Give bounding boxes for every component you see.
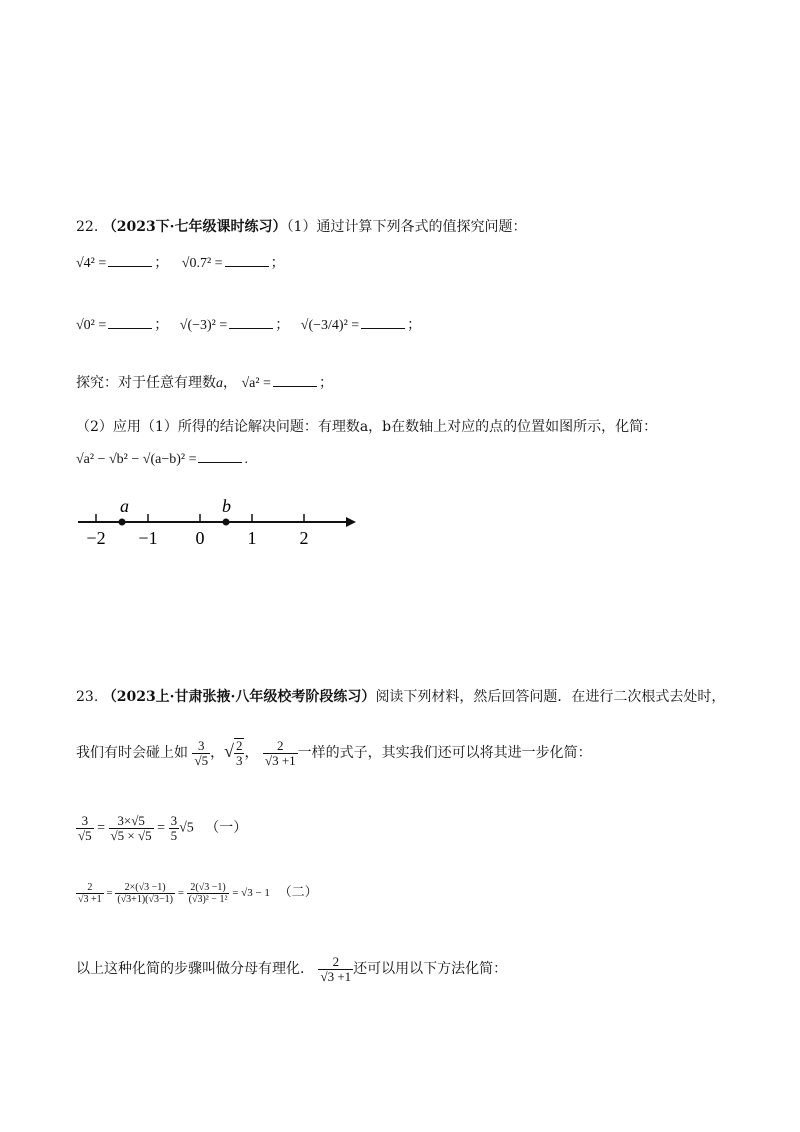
q22-explore [76, 374, 333, 393]
part2-expr: √a² − √b² − √(a−b)² = [76, 452, 197, 467]
comma: ， [244, 745, 259, 761]
tick-label: −2 [86, 528, 106, 548]
fraction-2-over-sqrt3-plus-1: $\frac{2}{√3 +1}$ [264, 737, 296, 768]
last-line-text: 以上这种化简的步骤叫做分母有理化． [76, 961, 314, 977]
q22-header [76, 218, 526, 236]
q22-row2-expr3: √(−3/4)² = [300, 318, 360, 333]
explore-expr: √a² = [241, 376, 271, 391]
line2-prefix: 我们有时会碰上如 [76, 745, 188, 761]
comma: ， [210, 745, 225, 761]
line2-suffix: 一样的式子，其实我们还可以将其进一步化简： [297, 745, 592, 761]
answer-blank[interactable] [108, 256, 152, 267]
q22-row2-expr2: √(−3)² = [179, 318, 228, 333]
answer-blank[interactable] [229, 318, 273, 329]
q23-number: 23. [76, 689, 99, 705]
q23-intro: 阅读下列材料，然后回答问题．在进行二次根式去处时， [375, 689, 726, 705]
q22-row1-expr1: √4² = [76, 256, 107, 271]
separator: ； [275, 318, 290, 333]
q22-intro: （1）通过计算下列各式的值探究问题： [286, 219, 527, 235]
q23-last-line [76, 954, 507, 984]
q22-row1 [76, 252, 285, 272]
tick-label: 0 [195, 528, 205, 548]
q22-part2: （2）应用（1）所得的结论解决问题：有理数a，b在数轴上对应的点的位置如图所示，化简： [76, 419, 658, 435]
separator: ； [318, 375, 333, 391]
explore-prefix: 探究：对于任意有理数 [76, 375, 216, 391]
tick-label: 2 [299, 528, 309, 548]
answer-blank[interactable] [273, 376, 317, 387]
q22-row1-expr2: √0.7² = [181, 256, 223, 271]
equation-2: $\frac{2}{√3 +1}$ = $\frac{2\times(√3 -1)}{(√3+1)(√3-1)}$ = $\frac{2(√3 -1)}{\text{(√3)² − 1²}}$ = √3 − 1 （二） [78, 882, 318, 905]
answer-blank[interactable] [108, 318, 152, 329]
comma: ， [223, 375, 237, 391]
tick-label: −1 [138, 528, 158, 548]
last-line-suffix: 还可以用以下方法化简： [353, 961, 508, 977]
q23-header [76, 688, 725, 706]
tick-label: 1 [247, 528, 257, 548]
point-a-label: a [120, 496, 129, 516]
q22-row2 [76, 314, 421, 334]
fraction-3-over-sqrt5: $\frac{3}{√5}$ [194, 737, 209, 768]
fraction-2-over-sqrt3-plus-1: $\frac{2}{√3 +1}$ [320, 953, 352, 984]
separator: ； [270, 256, 285, 271]
period: . [244, 452, 248, 467]
separator: ； [154, 318, 169, 333]
q22-part2-expr [76, 452, 248, 468]
point-a [119, 519, 126, 526]
fraction-2-over-3: $\frac{2}{3}$ [235, 738, 243, 768]
equation-1: $\frac{3}{√5}$ = $\frac{3\times√5}{√5 \times √5}$ = $\frac{3}{5}$ √5 （一） [78, 813, 248, 843]
q23-source: （2023上·甘肃张掖·八年级校考阶段练习） [102, 689, 376, 705]
answer-blank[interactable] [361, 318, 405, 329]
answer-blank[interactable] [225, 256, 269, 267]
q22-source: （2023下·七年级课时练习） [102, 219, 287, 235]
point-b [223, 519, 230, 526]
answer-blank[interactable] [198, 452, 242, 463]
q22-number: 22. [76, 219, 99, 235]
explore-var: a [216, 376, 223, 391]
q22-row2-expr1: √0² = [76, 318, 107, 333]
point-b-label: b [222, 496, 231, 516]
equation-1-tag: （一） [205, 820, 248, 836]
equation-2-tag: （二） [278, 884, 318, 900]
number-line-arrow [346, 517, 356, 527]
separator: ； [407, 318, 422, 333]
q23-line2: 我们有时会碰上如 $\frac{3}{√5}$ ，√ $\frac{2}{3}$ ， $\frac{2}{√3 +1}$ 一样的式子，其实我们还可以将其进一步化简： [76, 737, 592, 768]
separator: ； [154, 256, 169, 271]
number-line [70, 492, 370, 554]
